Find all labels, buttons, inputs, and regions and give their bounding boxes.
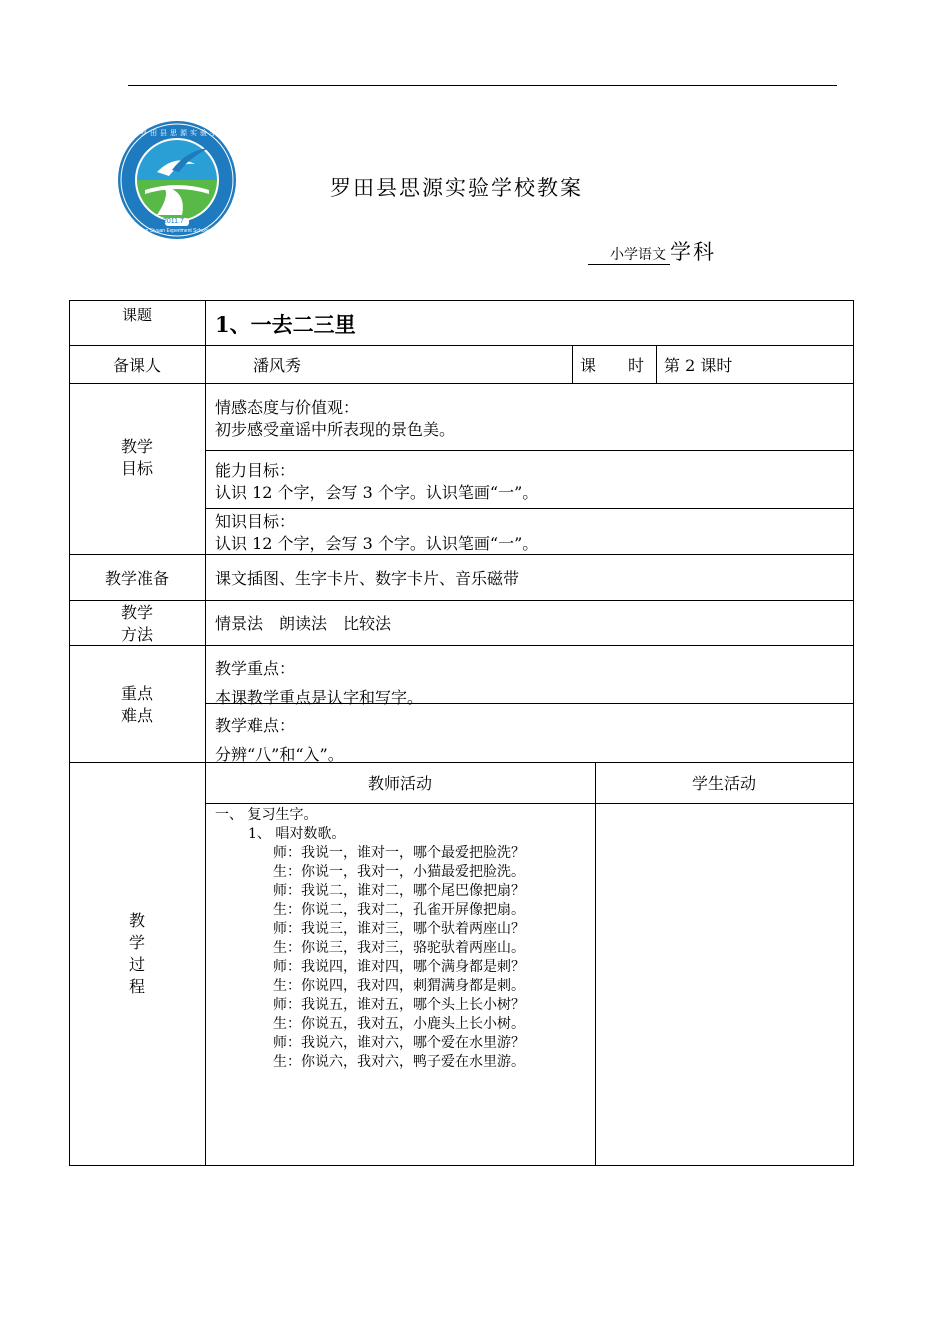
logo-text-bottom: Luotian Siyuan Experiment School (132, 228, 209, 234)
method-value: 情景法 朗读法 比较法 (215, 614, 392, 633)
prep-label: 教学准备 (104, 569, 169, 588)
key-label (69, 683, 205, 727)
dialogue-line: 生：你说二，我对二，孔雀开屏像把扇。 (273, 902, 525, 918)
subject-suffix: 学科 (670, 240, 716, 264)
process-label-char: 过 (128, 955, 145, 974)
key-label-line-2: 难点 (120, 706, 153, 725)
process-section: 一、 复习生字。 (215, 807, 318, 823)
goal-text: 认识 12 个字，会写 3 个字。认识笔画“一”。 (215, 483, 539, 502)
goals-label (69, 436, 205, 480)
topic-value: 1、一去二三里 (215, 312, 356, 337)
key-heading: 教学难点： (215, 716, 296, 735)
goal-heading: 情感态度与价值观： (215, 398, 360, 417)
topic-label: 课题 (121, 306, 152, 324)
goal-heading: 知识目标： (215, 512, 296, 531)
process-lines (215, 844, 590, 1072)
goal-heading: 能力目标： (215, 461, 296, 480)
key-text: 本课教学重点是认字和写字。 (215, 688, 424, 707)
dialogue-line: 生：你说三，我对三，骆驼驮着两座山。 (273, 940, 525, 956)
goal-ability (215, 460, 538, 504)
dialogue-line: 师：我说四，谁对四，哪个满身都是刺？ (273, 959, 525, 975)
goals-label-line-2: 目标 (120, 459, 153, 478)
period-label: 课 时 (580, 356, 645, 375)
dialogue-line: 生：你说四，我对四，刺猬满身都是刺。 (273, 978, 525, 994)
dialogue-line: 师：我说六，谁对六，哪个爱在水里游？ (273, 1035, 525, 1051)
subject-value: 小学语文 (588, 244, 670, 265)
process-label-char: 程 (128, 977, 145, 996)
school-title: 罗田县思源实验学校教案 (330, 176, 583, 200)
goal-text: 初步感受童谣中所表现的景色美。 (215, 420, 456, 439)
preparer-value: 潘风秀 (253, 356, 302, 375)
dialogue-line: 生：你说六，我对六，鸭子爱在水里游。 (273, 1054, 525, 1070)
key-text: 分辨“八”和“入”。 (215, 745, 344, 764)
goal-text: 认识 12 个字，会写 3 个字。认识笔画“一”。 (215, 534, 539, 553)
dialogue-line: 师：我说五，谁对五，哪个头上长小树？ (273, 997, 525, 1013)
period-value: 第 2 课时 (664, 356, 733, 375)
teacher-activity-header: 教师活动 (367, 774, 432, 793)
goals-label-line-1: 教学 (120, 437, 153, 456)
key-heading: 教学重点： (215, 659, 296, 678)
method-label (69, 602, 205, 646)
logo-text-top: 罗田县思源实验学校 (140, 129, 230, 137)
header-rule (128, 85, 837, 86)
preparer-label: 备课人 (112, 356, 161, 375)
key-label-line-1: 重点 (120, 684, 153, 703)
process-label-char: 教 (128, 911, 145, 930)
process-label-char: 学 (128, 933, 145, 952)
difficult-point (215, 711, 344, 769)
student-activity-header: 学生活动 (691, 774, 756, 793)
prep-value: 课文插图、生字卡片、数字卡片、音乐磁带 (215, 569, 520, 588)
teacher-activity-content (215, 806, 590, 1072)
dialogue-line: 师：我说二，谁对二，哪个尾巴像把扇？ (273, 883, 525, 899)
method-label-line-2: 方法 (120, 625, 153, 644)
goal-knowledge (215, 511, 538, 555)
dialogue-line: 生：你说五，我对五，小鹿头上长小树。 (273, 1016, 525, 1032)
logo-year: 2011.7 (163, 218, 184, 225)
process-subsection: 1、 唱对数歌。 (248, 826, 346, 842)
dialogue-line: 生：你说一，我对一，小猫最爱把脸洗。 (273, 864, 525, 880)
goal-affective (215, 397, 455, 441)
subject-line (588, 236, 716, 266)
process-label (69, 910, 205, 998)
dialogue-line: 师：我说三，谁对三，哪个驮着两座山？ (273, 921, 525, 937)
key-point (215, 654, 423, 712)
dialogue-line: 师：我说一，谁对一，哪个最爱把脸洗？ (273, 845, 525, 861)
method-label-line-1: 教学 (120, 603, 153, 622)
